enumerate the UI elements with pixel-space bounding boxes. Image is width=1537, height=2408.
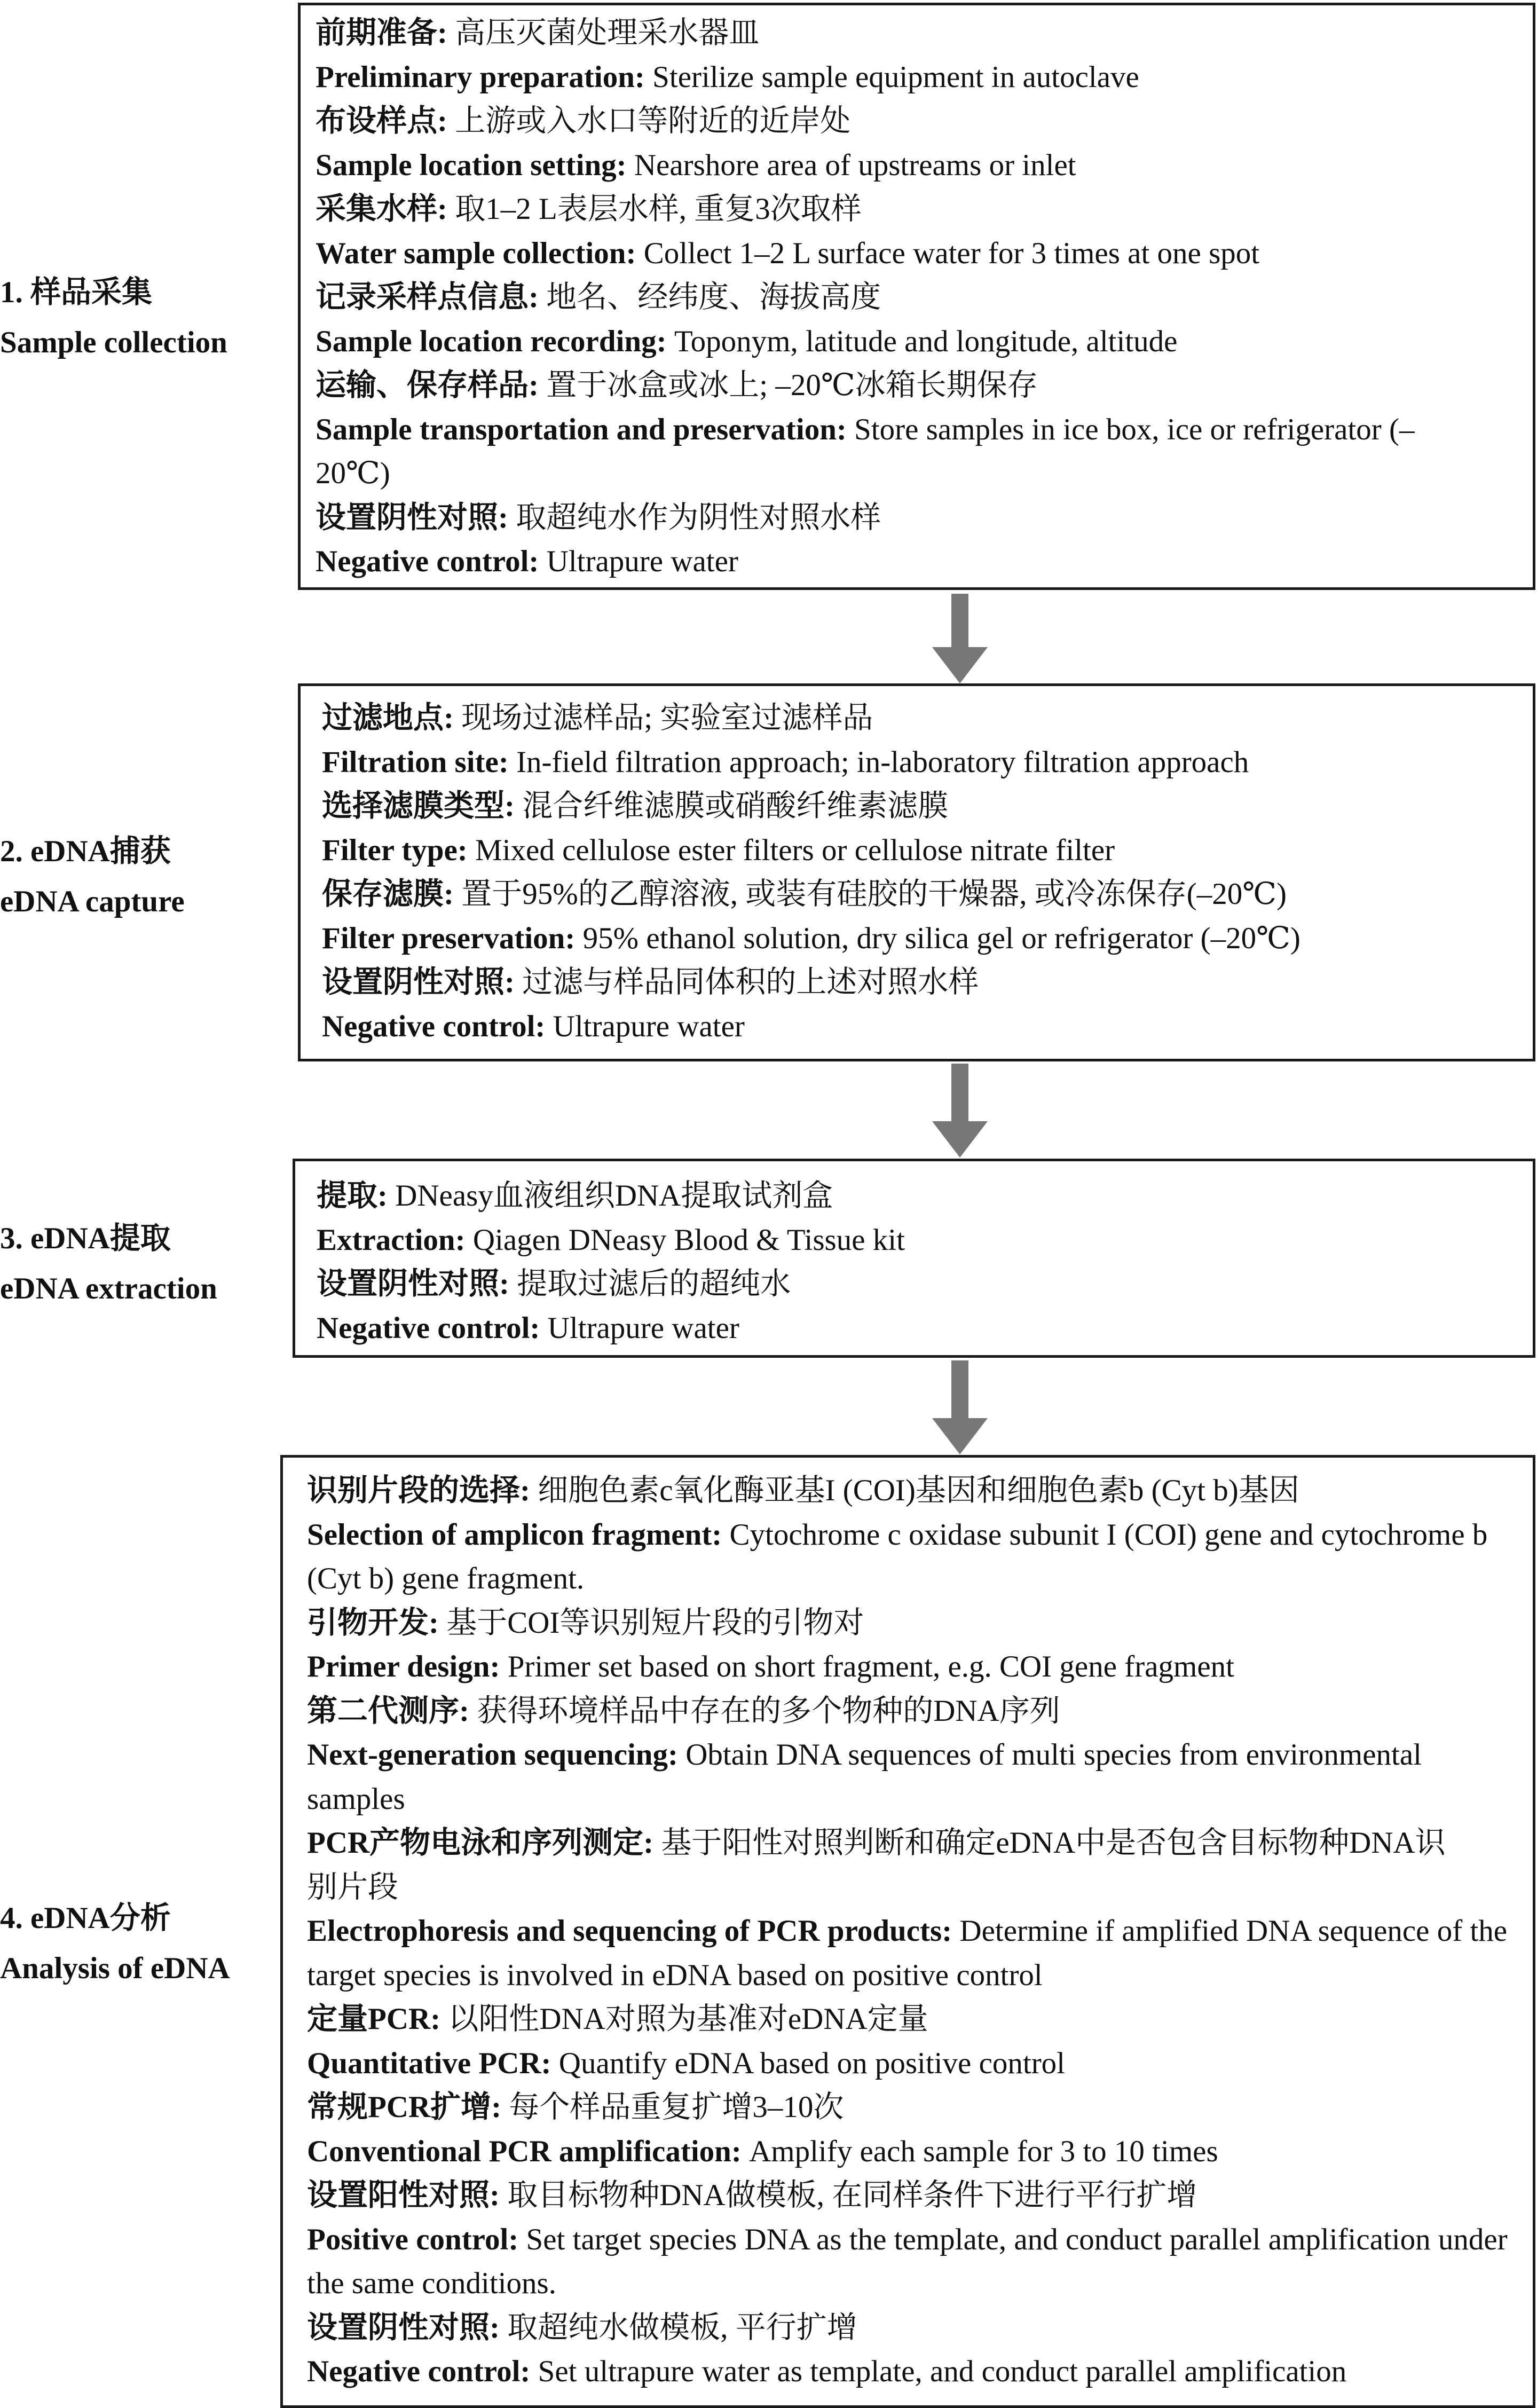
flow-arrow-3 xyxy=(928,1360,992,1457)
box-line: 识别片段的选择: 细胞色素c氧化酶亚基I (COI)基因和细胞色素b (Cyt b)基因 xyxy=(307,1474,1299,1507)
box-line: 常规PCR扩增: 每个样品重复扩增3–10次 xyxy=(307,2090,844,2124)
box-line: 保存滤膜: 置于95%的乙醇溶液, 或装有硅胶的干燥器, 或冷冻保存(–20℃) xyxy=(322,877,1287,911)
box-line: 设置阴性对照: 取超纯水做模板, 平行扩增 xyxy=(307,2310,857,2344)
flow-arrow-1 xyxy=(928,594,992,684)
stage-1-label-cn: 1. 样品采集 xyxy=(0,276,152,309)
box-line: 设置阴性对照: 过滤与样品同体积的上述对照水样 xyxy=(322,965,979,999)
box-line: 采集水样: 取1–2 L表层水样, 重复3次取样 xyxy=(316,192,862,226)
stage-1-box xyxy=(298,3,1535,590)
box-line: 前期准备: 高压灭菌处理采水器皿 xyxy=(316,16,760,50)
box-line: Next-generation sequencing: Obtain DNA sequences of multi species from environmental samples xyxy=(307,1738,1422,1816)
stage-4-label-cn: 4. eDNA分析 xyxy=(0,1901,171,1935)
box-line: Negative control: Ultrapure water xyxy=(316,545,738,578)
stage-4-label-en: Analysis of eDNA xyxy=(0,1951,230,1985)
box-line: 运输、保存样品: 置于冰盒或冰上; –20℃冰箱长期保存 xyxy=(316,368,1038,402)
box-line: Filter type: Mixed cellulose ester filters or cellulose nitrate filter xyxy=(322,833,1115,867)
box-line: Electrophoresis and sequencing of PCR products: Determine if amplified DNA sequence of the target species is involved in eDNA based on positive control xyxy=(307,1914,1508,1992)
arrow-shape xyxy=(932,1360,988,1454)
box-line: PCR产物电泳和序列测定: 基于阳性对照判断和确定eDNA中是否包含目标物种DNA识别片段 xyxy=(307,1826,1446,1904)
box-line: 引物开发: 基于COI等识别短片段的引物对 xyxy=(307,1606,864,1640)
box-line: Sample transportation and preservation: Store samples in ice box, ice or refrigerator (–20℃) xyxy=(316,412,1415,490)
box-line: Conventional PCR amplification: Amplify each sample for 3 to 10 times xyxy=(307,2134,1218,2168)
box-line: 提取: DNeasy血液组织DNA提取试剂盒 xyxy=(317,1179,833,1213)
box-line: Filtration site: In-field filtration approach; in-laboratory filtration approach xyxy=(322,745,1249,779)
stage-3-label-en: eDNA extraction xyxy=(0,1272,217,1305)
stage-2-label xyxy=(0,827,288,927)
box-line: Filter preservation: 95% ethanol solution, dry silica gel or refrigerator (–20℃) xyxy=(322,921,1300,955)
box-line: 过滤地点: 现场过滤样品; 实验室过滤样品 xyxy=(322,701,873,735)
box-line: Negative control: Set ultrapure water as template, and conduct parallel amplification xyxy=(307,2355,1347,2388)
stage-2-label-en: eDNA capture xyxy=(0,885,185,918)
stage-3-label xyxy=(0,1214,288,1314)
flow-arrow-2 xyxy=(928,1064,992,1160)
stage-3-box xyxy=(293,1159,1535,1358)
stage-2-label-cn: 2. eDNA捕获 xyxy=(0,835,171,868)
box-line: 第二代测序: 获得环境样品中存在的多个物种的DNA序列 xyxy=(307,1694,1060,1728)
box-line: Primer design: Primer set based on short fragment, e.g. COI gene fragment xyxy=(307,1650,1234,1683)
stage-2-box xyxy=(298,683,1535,1061)
box-line: Selection of amplicon fragment: Cytochrome c oxidase subunit I (COI) gene and cytochrome b (Cyt b) gene fragment. xyxy=(307,1517,1488,1595)
arrow-shape xyxy=(932,1064,988,1158)
box-line: Water sample collection: Collect 1–2 L surface water for 3 times at one spot xyxy=(316,236,1260,270)
stage-1-label xyxy=(0,267,288,368)
box-line: 布设样点: 上游或入水口等附近的近岸处 xyxy=(316,104,851,138)
box-line: 设置阴性对照: 取超纯水作为阴性对照水样 xyxy=(316,500,881,534)
stage-4-box xyxy=(280,1455,1535,2408)
box-line: Sample location setting: Nearshore area of upstreams or inlet xyxy=(316,148,1076,182)
box-line: 选择滤膜类型: 混合纤维滤膜或硝酸纤维素滤膜 xyxy=(322,789,949,823)
box-line: 记录采样点信息: 地名、经纬度、海拔高度 xyxy=(316,280,881,314)
box-line: Sample location recording: Toponym, latitude and longitude, altitude xyxy=(316,324,1178,358)
box-line: Quantitative PCR: Quantify eDNA based on positive control xyxy=(307,2046,1066,2080)
box-line: 设置阴性对照: 提取过滤后的超纯水 xyxy=(317,1267,791,1301)
arrow-shape xyxy=(932,594,988,683)
box-line: Positive control: Set target species DNA as the template, and conduct parallel amplification under the same conditions. xyxy=(307,2222,1508,2300)
stage-4-label xyxy=(0,1893,288,1994)
box-line: 设置阳性对照: 取目标物种DNA做模板, 在同样条件下进行平行扩增 xyxy=(307,2178,1197,2212)
stage-1-label-en: Sample collection xyxy=(0,326,227,359)
box-line: Negative control: Ultrapure water xyxy=(322,1009,745,1043)
box-line: Negative control: Ultrapure water xyxy=(317,1311,739,1345)
stage-3-label-cn: 3. eDNA提取 xyxy=(0,1222,171,1255)
box-line: 定量PCR: 以阳性DNA对照为基准对eDNA定量 xyxy=(307,2002,928,2036)
box-line: Extraction: Qiagen DNeasy Blood & Tissue kit xyxy=(317,1223,905,1257)
box-line: Preliminary preparation: Sterilize sample equipment in autoclave xyxy=(316,60,1139,94)
